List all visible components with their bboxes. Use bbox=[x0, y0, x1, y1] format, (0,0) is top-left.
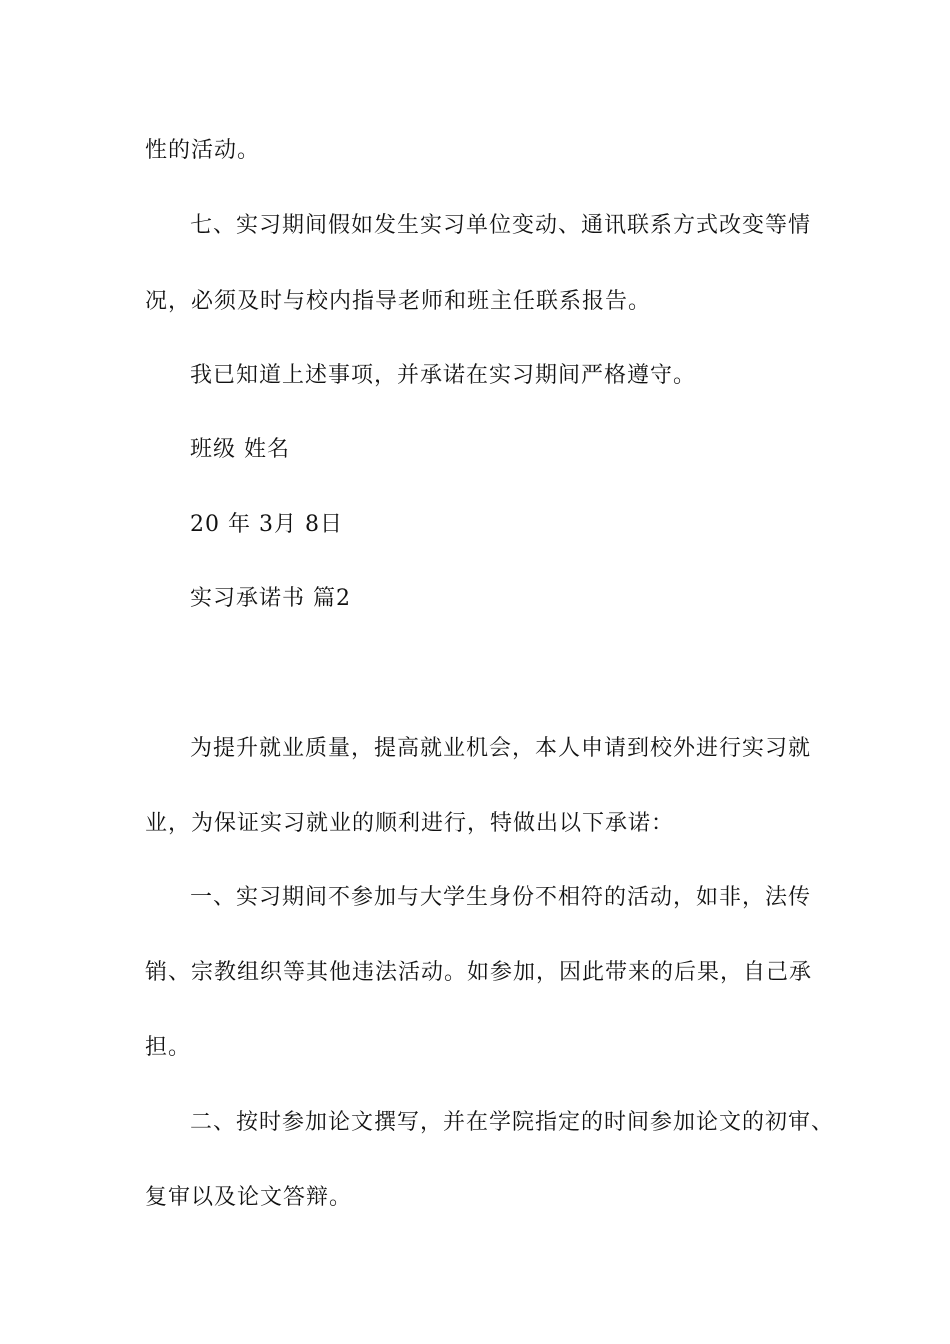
section-heading: 实习承诺书 篇2 bbox=[190, 586, 351, 611]
paragraph-line: 一、实习期间不参加与大学生身份不相符的活动，如非，法传 bbox=[190, 885, 812, 910]
date-line: 20 年 3月 8日 bbox=[190, 512, 343, 537]
paragraph-line: 销、宗教组织等其他违法活动。如参加，因此带来的后果，自己承 bbox=[145, 960, 813, 985]
paragraph-line: 为提升就业质量，提高就业机会，本人申请到校外进行实习就 bbox=[190, 736, 812, 761]
paragraph-line: 担。 bbox=[145, 1035, 192, 1060]
paragraph-line: 二、按时参加论文撰写，并在学院指定的时间参加论文的初审、 bbox=[190, 1110, 835, 1135]
paragraph-line: 复审以及论文答辩。 bbox=[145, 1185, 353, 1210]
paragraph-line: 业，为保证实习就业的顺利进行，特做出以下承诺： bbox=[145, 811, 675, 836]
paragraph-line: 七、实习期间假如发生实习单位变动、通讯联系方式改变等情 bbox=[190, 213, 812, 238]
signature-class-name-line: 班级 姓名 bbox=[190, 437, 290, 462]
paragraph-line: 性的活动。 bbox=[145, 138, 261, 163]
paragraph-line: 我已知道上述事项，并承诺在实习期间严格遵守。 bbox=[190, 363, 697, 388]
paragraph-line: 况，必须及时与校内指导老师和班主任联系报告。 bbox=[145, 289, 652, 314]
